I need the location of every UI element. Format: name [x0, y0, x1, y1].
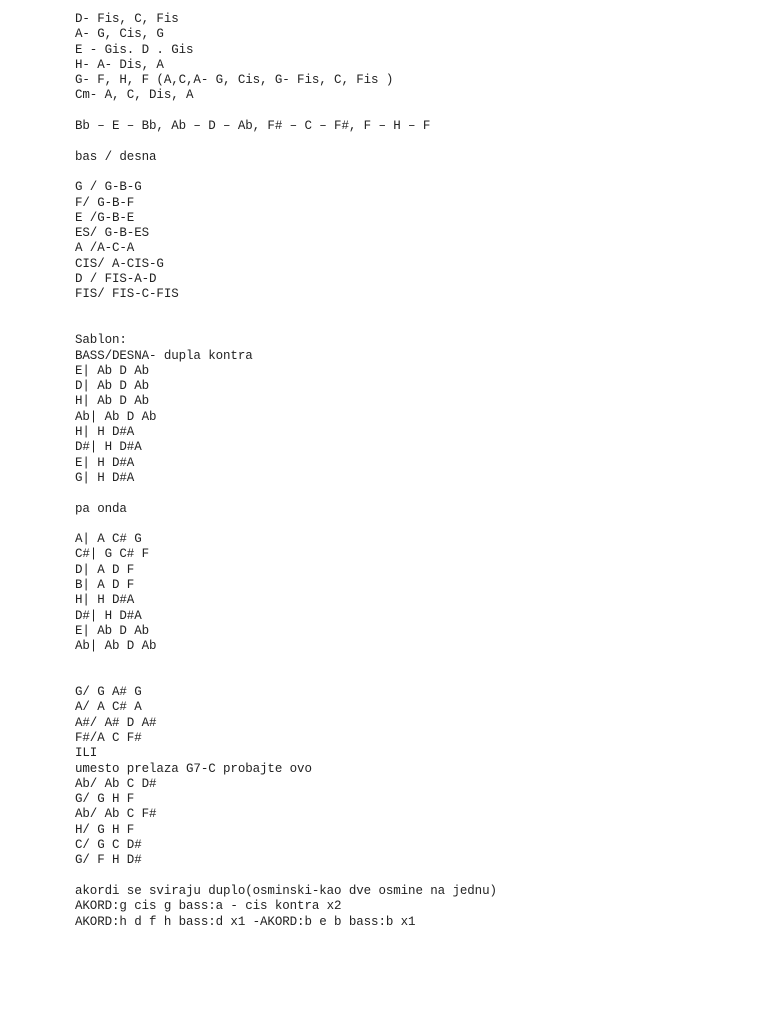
text-line: D| Ab D Ab: [75, 379, 150, 394]
text-line: A| A C# G: [75, 532, 142, 547]
text-line: [75, 486, 755, 501]
text-line: E| Ab D Ab: [75, 623, 150, 638]
text-line: D| A D F: [75, 562, 135, 577]
text-line: CIS/ A-CIS-G: [75, 256, 164, 271]
text-line: E - Gis. D . Gis: [75, 42, 194, 57]
text-line: D#| H D#A: [75, 440, 142, 455]
text-line: Ab| Ab D Ab: [75, 409, 157, 424]
text-line: Cm- A, C, Dis, A: [75, 88, 194, 103]
text-line: FIS/ FIS-C-FIS: [75, 287, 179, 302]
text-line: BASS/DESNA- dupla kontra: [75, 348, 253, 363]
text-line: G| H D#A: [75, 470, 135, 485]
text-line: [75, 134, 755, 149]
text-line: [75, 869, 755, 884]
text-line: G/ G H F: [75, 792, 135, 807]
text-line: B| A D F: [75, 577, 135, 592]
text-line: G/ F H D#: [75, 853, 142, 868]
text-line: bas / desna: [75, 149, 157, 164]
text-line: A/ A C# A: [75, 700, 142, 715]
text-line: C/ G C D#: [75, 838, 142, 853]
text-line: [75, 165, 755, 180]
text-line: E| Ab D Ab: [75, 363, 150, 378]
text-line: Ab| Ab D Ab: [75, 639, 157, 654]
text-line: AKORD:g cis g bass:a - cis kontra x2: [75, 899, 342, 914]
text-line: pa onda: [75, 501, 127, 516]
text-line: D#| H D#A: [75, 608, 142, 623]
text-line: ILI: [75, 746, 98, 761]
text-line: [75, 303, 755, 318]
text-line: Bb – E – Bb, Ab – D – Ab, F# – C – F#, F – H – F: [75, 119, 431, 134]
text-line: H| H D#A: [75, 425, 135, 440]
text-line: umesto prelaza G7-C probajte ovo: [75, 761, 312, 776]
text-line: E /G-B-E: [75, 210, 135, 225]
text-line: E| H D#A: [75, 455, 135, 470]
text-line: ES/ G-B-ES: [75, 226, 150, 241]
text-line: Ab/ Ab C D#: [75, 776, 157, 791]
text-line: G- F, H, F (A,C,A- G, Cis, G- Fis, C, Fis ): [75, 73, 394, 88]
text-line: [75, 517, 755, 532]
text-line: F#/A C F#: [75, 730, 142, 745]
text-line: AKORD:h d f h bass:d x1 -AKORD:b e b bass:b x1: [75, 914, 416, 929]
document-page: [75, 12, 755, 930]
text-line: G / G-B-G: [75, 180, 142, 195]
text-line: H/ G H F: [75, 822, 135, 837]
text-line: D- Fis, C, Fis: [75, 12, 179, 26]
text-line: A /A-C-A: [75, 241, 135, 256]
text-line: Ab/ Ab C F#: [75, 807, 157, 822]
text-line: H| Ab D Ab: [75, 394, 150, 409]
text-line: H| H D#A: [75, 593, 135, 608]
text-line: F/ G-B-F: [75, 195, 135, 210]
text-line: Sablon:: [75, 333, 127, 348]
text-line: akordi se sviraju duplo(osminski-kao dve osmine na jednu): [75, 883, 497, 898]
text-line: D / FIS-A-D: [75, 272, 157, 287]
text-line: [75, 654, 755, 669]
text-line: G/ G A# G: [75, 685, 142, 700]
text-line: C#| G C# F: [75, 547, 150, 562]
text-line: [75, 318, 755, 333]
text-line: [75, 670, 755, 685]
text-line: A- G, Cis, G: [75, 27, 164, 42]
text-line: [75, 104, 755, 119]
text-line: H- A- Dis, A: [75, 57, 164, 72]
text-line: A#/ A# D A#: [75, 715, 157, 730]
